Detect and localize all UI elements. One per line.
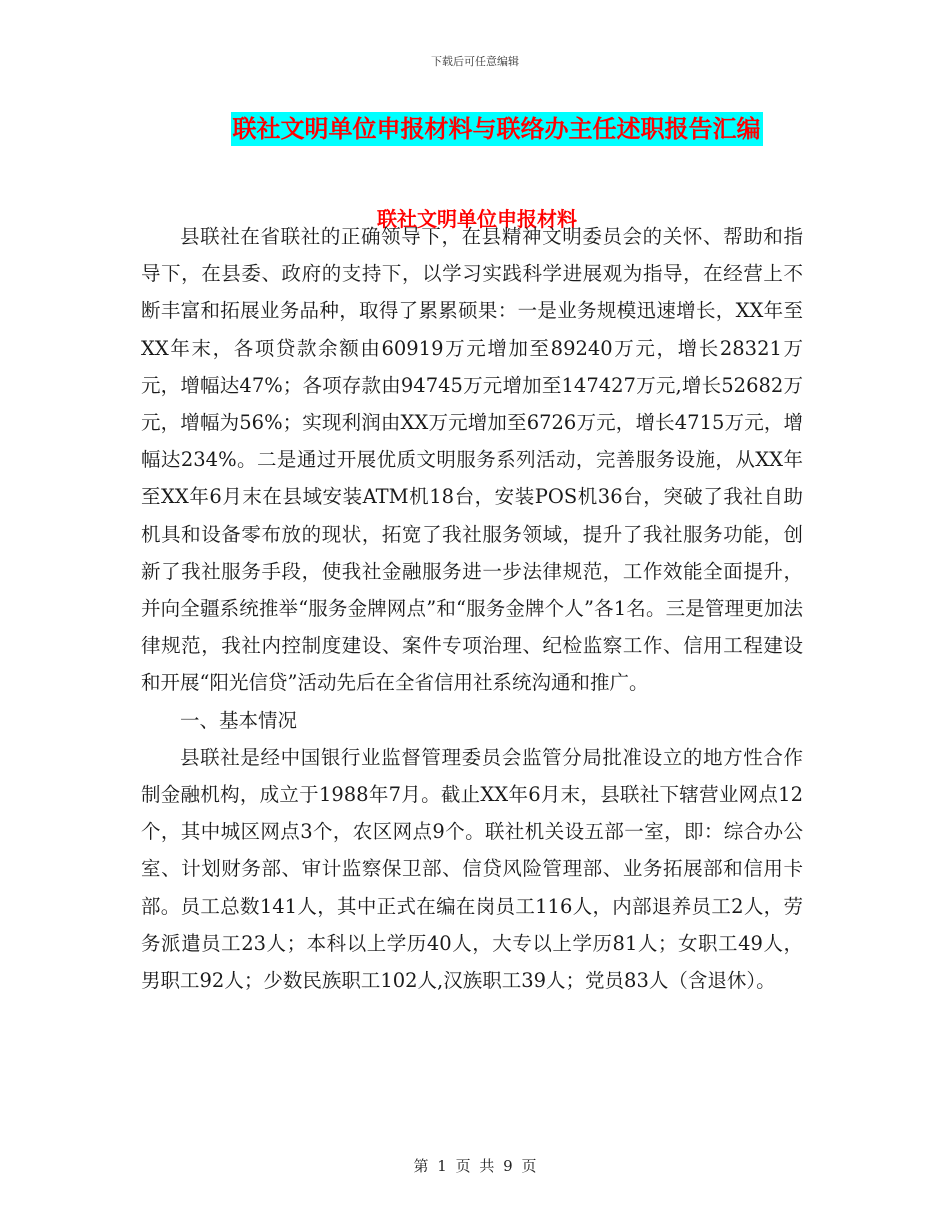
header-note: 下载后可任意编辑 [431,55,519,68]
document-body [141,218,803,999]
section-title: 联社文明单位申报材料 [377,207,577,231]
paragraph-basic-info: 县联社是经中国银行业监督管理委员会监管分局批准设立的地方性合作制金融机构，成立于1988年7月。截止XX年6月末，县联社下辖营业网点12个，其中城区网点3个，农区网点9个。联社机关设五部一室，即：综合办公室、计划财务部、审计监察保卫部、信贷风险管理部、业务拓展部和信用卡部。员工总数141人，其中正式在编在岗员工116人，内部退养员工2人，劳务派遣员工23人；本科以上学历40人，大专以上学历81人；女职工49人，男职工92人；少数民族职工102人,汉族职工39人；党员83人（含退休）。 [141,745,803,993]
document-title [0,112,950,146]
section-heading-basic-info: 一、基本情况 [180,708,298,732]
page-footer: 第 1 页 共 9 页 [413,1157,537,1175]
paragraph-intro: 县联社在省联社的正确领导下，在县精神文明委员会的关怀、帮助和指导下，在县委、政府的支持下，以学习实践科学进展观为指导，在经营上不断丰富和拓展业务品种，取得了累累硕果：一是业务规模迅速增长，XX年至XX年末，各项贷款余额由60919万元增加至89240万元，增长28321万元，增幅达47%；各项存款由94745万元增加至147427万元,增长52682万元，增幅为56%；实现利润由XX万元增加至6726万元，增长4715万元，增幅达234%。二是通过开展优质文明服务系列活动，完善服务设施，从XX年至XX年6月末在县域安装ATM机18台，安装POS机36台，突破了我社自助机具和设备零布放的现状，拓宽了我社服务领域，提升了我社服务功能，创新了我社服务手段，使我社金融服务进一步法律规范，工作效能全面提升，并向全疆系统推举“服务金牌网点”和“服务金牌个人”各1名。三是管理更加法律规范，我社内控制度建设、案件专项治理、纪检监察工作、信用工程建设和开展“阳光信贷”活动先后在全省信用社系统沟通和推广。 [141,225,803,695]
document-title-text: 联社文明单位申报材料与联络办主任述职报告汇编 [231,112,763,146]
